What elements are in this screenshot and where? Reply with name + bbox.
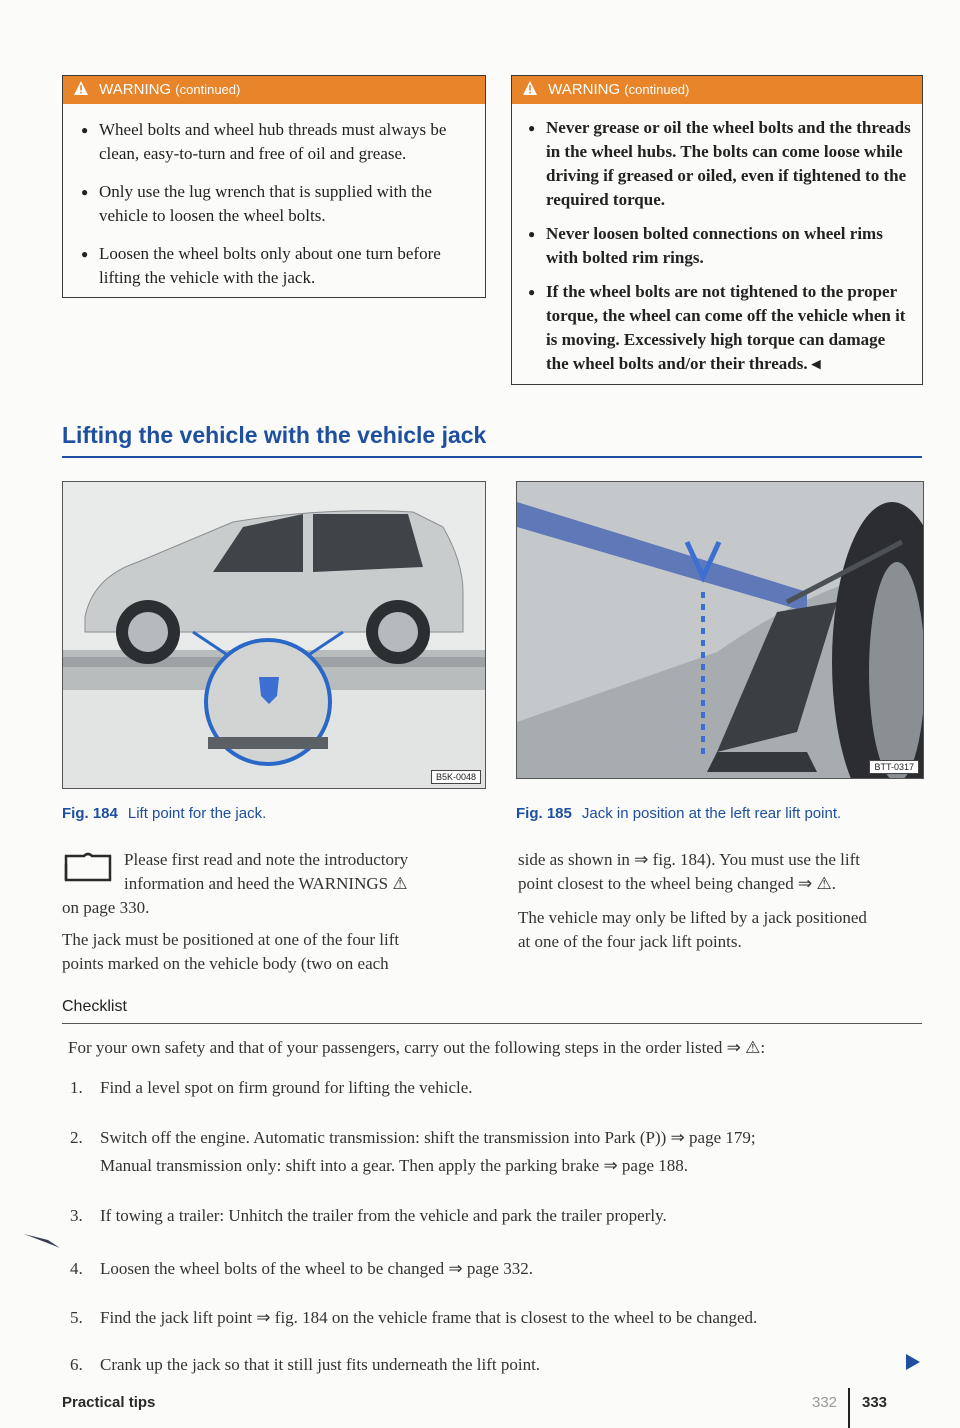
warning-item: ● Loosen the wheel bolts only about one turn before lifting the vehicle with the jack.	[75, 242, 473, 290]
page-number-left: 332	[812, 1394, 838, 1411]
step-text: Switch off the engine. Automatic transmission: shift the transmission into Park (P)) ⇒ page 179;	[100, 1128, 756, 1147]
margin-mark-icon	[22, 1230, 62, 1250]
paragraph-line: point closest to the wheel being changed ⇒ ⚠.	[518, 874, 836, 893]
jack-illustration	[517, 482, 923, 778]
step-text: Crank up the jack so that it still just fits underneath the lift point.	[100, 1355, 541, 1374]
intro-line: Please first read and note the introductory	[124, 850, 409, 869]
paragraph-line: side as shown in ⇒ fig. 184). You must use the lift	[518, 850, 860, 869]
paragraph-line: The jack must be positioned at one of the four lift	[62, 930, 400, 949]
warning-item: ● Never loosen bolted connections on wheel rims with bolted rim rings.	[522, 222, 912, 270]
page-number-right: 333	[862, 1394, 888, 1411]
figure-caption-text: Lift point for the jack.	[127, 805, 267, 822]
warning-box-right	[511, 75, 923, 385]
paragraph-line: points marked on the vehicle body (two on each	[62, 954, 389, 973]
step-text: Manual transmission only: shift into a gear. Then apply the parking brake ⇒ page 188.	[100, 1156, 689, 1175]
warning-continued: (continued)	[175, 82, 241, 97]
step-text: Find the jack lift point ⇒ fig. 184 on the vehicle frame that is closest to the wheel to be changed.	[100, 1308, 758, 1327]
car-side-illustration	[63, 482, 485, 788]
figure-184	[62, 481, 486, 789]
checklist-divider	[62, 1023, 922, 1024]
figure-caption	[516, 805, 841, 822]
figure-185	[516, 481, 924, 779]
warning-box-left	[62, 75, 486, 298]
warning-icon	[73, 80, 89, 96]
section-divider	[62, 456, 922, 458]
intro-text	[62, 848, 482, 920]
step-number: 6.	[70, 1355, 83, 1374]
warning-header	[512, 76, 922, 104]
paragraph-line: The vehicle may only be lifted by a jack positioned	[518, 908, 867, 927]
step-number: 4.	[70, 1259, 83, 1278]
warning-item: ● Wheel bolts and wheel hub threads must always be clean, easy-to-turn and free of oil and grease.	[75, 118, 473, 166]
continue-arrow-icon	[904, 1352, 922, 1372]
figure-caption	[62, 805, 266, 822]
figure-code: BTT-0317	[869, 760, 919, 774]
intro-line: information and heed the WARNINGS ⚠	[124, 874, 408, 893]
step-number: 5.	[70, 1308, 83, 1327]
checklist-step	[70, 1306, 920, 1330]
warning-title: WARNING	[548, 81, 621, 98]
figure-caption-text: Jack in position at the left rear lift point.	[581, 805, 842, 822]
step-text: Find a level spot on firm ground for lifting the vehicle.	[100, 1078, 473, 1097]
figure-number: Fig. 184	[62, 805, 118, 822]
step-text: If towing a trailer: Unhitch the trailer from the vehicle and park the trailer properly.	[100, 1206, 667, 1225]
checklist-step	[70, 1353, 920, 1377]
step-number: 1.	[70, 1078, 83, 1097]
section-title: Lifting the vehicle with the vehicle jack	[62, 422, 487, 448]
figure-number: Fig. 185	[516, 805, 572, 822]
step-number: 2.	[70, 1128, 83, 1147]
checklist-title: Checklist	[62, 998, 127, 1015]
warning-item: ● Only use the lug wrench that is supplied with the vehicle to loosen the wheel bolts.	[75, 180, 473, 228]
warning-item: ● Never grease or oil the wheel bolts and the threads in the wheel hubs. The bolts can come loose while driving if greased or oiled, even if tightened to the required torque.	[522, 116, 912, 212]
paragraph-left	[62, 928, 482, 976]
step-number: 3.	[70, 1206, 83, 1225]
warning-title: WARNING	[99, 81, 172, 98]
checklist-step	[70, 1126, 920, 1178]
warning-continued: (continued)	[624, 82, 690, 97]
checklist-intro: For your own safety and that of your passengers, carry out the following steps in the order listed ⇒ ⚠:	[68, 1038, 766, 1057]
intro-line: on page 330.	[62, 898, 150, 917]
checklist-step	[70, 1257, 920, 1281]
paragraph-right	[518, 848, 922, 954]
page-divider	[848, 1388, 850, 1428]
checklist-step	[70, 1204, 920, 1228]
step-text: Loosen the wheel bolts of the wheel to be changed ⇒ page 332.	[100, 1259, 533, 1278]
figure-code: B5K-0048	[431, 770, 481, 784]
warning-item: ● If the wheel bolts are not tightened to the proper torque, the wheel can come off the vehicle when it is moving. Excessively high torque can damage the wheel bolts and/or their threads. ◂	[522, 280, 912, 376]
warning-header	[63, 76, 485, 104]
warning-icon	[522, 80, 538, 96]
checklist-step	[70, 1076, 920, 1100]
paragraph-line: at one of the four jack lift points.	[518, 932, 742, 951]
footer-section: Practical tips	[62, 1394, 156, 1411]
